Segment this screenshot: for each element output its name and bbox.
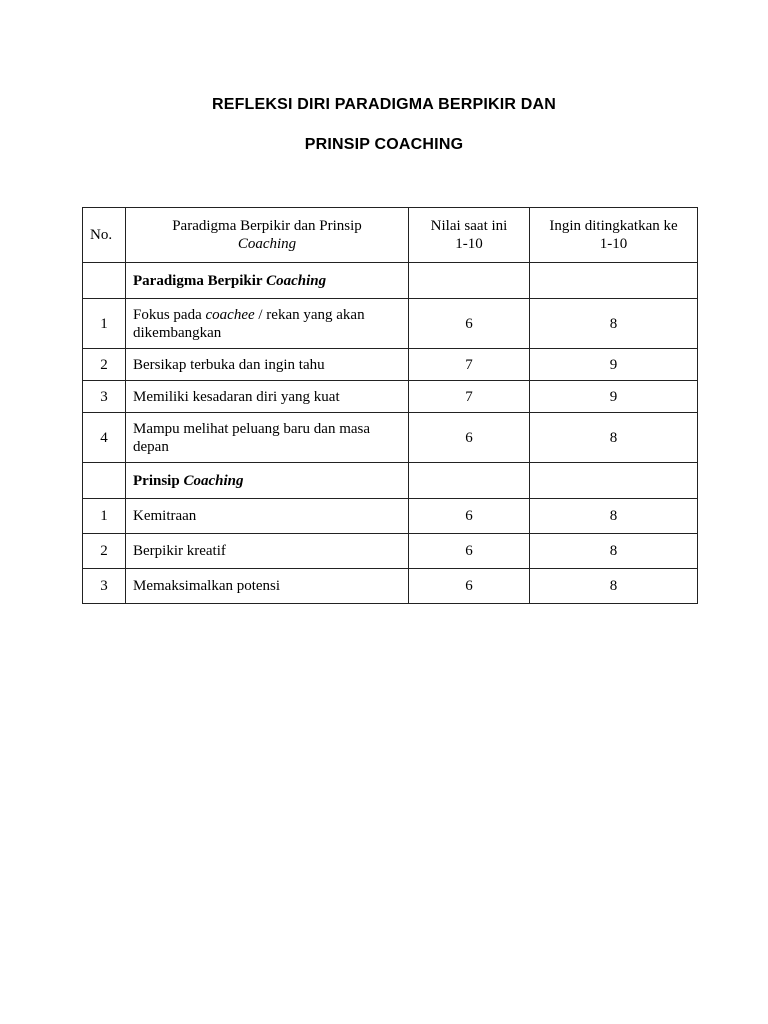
row-want: 8	[530, 299, 698, 349]
row-no: 2	[83, 349, 126, 381]
header-now	[409, 208, 530, 263]
row-no: 3	[83, 381, 126, 413]
table-row	[83, 349, 698, 381]
table-row	[83, 534, 698, 569]
header-no: No.	[83, 208, 126, 263]
table-row	[83, 381, 698, 413]
row-no: 3	[83, 569, 126, 604]
table-header-row	[83, 208, 698, 263]
row-want: 9	[530, 349, 698, 381]
header-item-line2: Coaching	[237, 236, 297, 252]
row-now: 6	[409, 299, 530, 349]
row-no: 2	[83, 534, 126, 569]
row-no: 1	[83, 299, 126, 349]
row-want: 8	[530, 534, 698, 569]
table-row	[83, 499, 698, 534]
page-title: REFLEKSI DIRI PARADIGMA BERPIKIR DAN	[211, 96, 557, 113]
row-want: 8	[530, 499, 698, 534]
section-label-paradigma: Paradigma Berpikir Coaching	[126, 263, 409, 299]
header-want	[530, 208, 698, 263]
row-now: 7	[409, 349, 530, 381]
table-row	[83, 299, 698, 349]
header-want-line1: Ingin ditingkatkan ke	[549, 218, 678, 234]
table-row	[83, 569, 698, 604]
header-item-line1: Paradigma Berpikir dan Prinsip	[172, 218, 362, 234]
row-now: 6	[409, 413, 530, 463]
row-now: 6	[409, 569, 530, 604]
row-now: 6	[409, 534, 530, 569]
section-row-paradigma	[83, 263, 698, 299]
reflection-table	[82, 207, 698, 604]
row-text: Berpikir kreatif	[126, 534, 409, 569]
row-text: Memiliki kesadaran diri yang kuat	[126, 381, 409, 413]
row-now: 6	[409, 499, 530, 534]
row-want: 9	[530, 381, 698, 413]
header-item	[126, 208, 409, 263]
row-no: 1	[83, 499, 126, 534]
section-row-prinsip	[83, 463, 698, 499]
row-text: Mampu melihat peluang baru dan masa depan	[126, 413, 409, 463]
section-label-prinsip: Prinsip Coaching	[126, 463, 409, 499]
row-text: Fokus pada coachee / rekan yang akan dikembangkan	[126, 299, 409, 349]
row-text: Kemitraan	[126, 499, 409, 534]
table-row	[83, 413, 698, 463]
header-now-line1: Nilai saat ini	[430, 218, 508, 234]
page-subtitle: PRINSIP COACHING	[304, 136, 464, 153]
row-want: 8	[530, 569, 698, 604]
header-want-line2: 1-10	[599, 236, 628, 252]
row-want: 8	[530, 413, 698, 463]
row-text: Bersikap terbuka dan ingin tahu	[126, 349, 409, 381]
row-no: 4	[83, 413, 126, 463]
row-now: 7	[409, 381, 530, 413]
row-text: Memaksimalkan potensi	[126, 569, 409, 604]
header-now-line2: 1-10	[455, 236, 483, 252]
